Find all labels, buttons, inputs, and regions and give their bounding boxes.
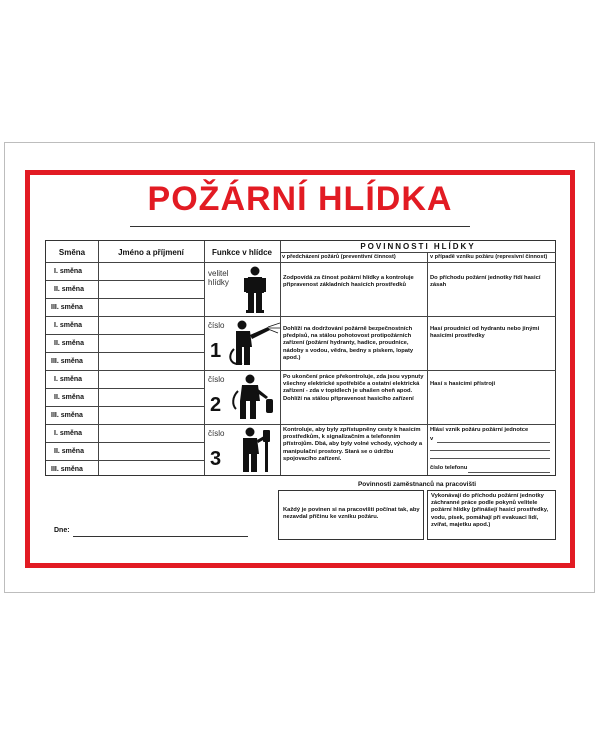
shift-label: II. směna [54, 286, 84, 293]
shift-label: III. směna [51, 358, 83, 365]
shift-label: I. směna [54, 268, 83, 275]
header-shift: Směna [58, 248, 86, 257]
header-repressive: v případě vzniku požáru (represivní činnost) [430, 254, 548, 260]
employee-duty-left: Každý je povinen si na pracovišti počínat tak, aby nezavdal příčinu ke vzniku požáru. [283, 507, 420, 521]
fire-unit-input-line-3[interactable] [430, 458, 550, 459]
header-name: Jméno a příjmení [118, 248, 184, 257]
employee-duty-right-box [427, 490, 556, 540]
shift-label: II. směna [54, 448, 84, 455]
header-duties: POVINNOSTI HLÍDKY [360, 242, 476, 251]
duty-repressive-v: v [430, 436, 434, 442]
function-number: 2 [210, 394, 222, 416]
shift-label: I. směna [54, 376, 83, 383]
fire-unit-input-line[interactable] [437, 442, 550, 443]
page-title: POŽÁRNÍ HLÍDKA [147, 180, 453, 218]
shift-label: II. směna [54, 394, 84, 401]
function-label: číslo [208, 321, 225, 330]
shift-label: III. směna [51, 304, 83, 311]
shift-label: II. směna [54, 340, 84, 347]
employee-duties-heading: Povinnosti zaměstnanců na pracovišti [357, 481, 477, 488]
commander-figure-icon [242, 265, 268, 315]
duty-repressive: Hlásí vznik požáru požární jednotce [430, 427, 529, 433]
duty-repressive: Do příchodu požární jednotky řídí hasicí zásah [430, 275, 541, 289]
duty-repressive-phone: číslo telefonu [430, 465, 468, 471]
function-label-commander: velitel hlídky [208, 269, 229, 287]
duty-repressive: Hasí s hasicími přístroji [430, 381, 496, 387]
duty-table [45, 240, 556, 476]
phone-input-line[interactable] [468, 472, 550, 473]
duty-preventive: Kontroluje, aby byly zpřístupněny cesty k hasicím prostředkům, k signalizačním a telefonním přístrojům. Dbá, aby byly volné vchody, východy a manipulační prostory. Stará se o údržbu spojovacího zařízení. [283, 427, 423, 462]
duty-preventive: Po ukončení práce překontroluje, zda jsou vypnuty všechny elektrické spotřebiče a ostatní elektrická zařízení - zda v topidlech je uhašen oheň apod. Dohlíží na stálou připravenost hasicího zařízení [283, 374, 424, 402]
firefighter-phone-icon [236, 426, 272, 476]
header-function: Funkce v hlídce [211, 248, 273, 257]
duty-repressive: Hasí proudnicí od hydrantu nebo jinými hasicími prostředky [430, 326, 540, 340]
date-input-line[interactable] [73, 536, 248, 537]
shift-label: III. směna [51, 466, 83, 473]
duty-preventive: Zodpovídá za činost požární hlídky a kontroluje připravenost základních hasicích prostředků [283, 275, 414, 289]
function-label: číslo [208, 429, 225, 438]
fire-unit-input-line-2[interactable] [430, 450, 550, 451]
function-number: 1 [210, 340, 222, 362]
shift-label: I. směna [54, 322, 83, 329]
function-label: číslo [208, 375, 225, 384]
title-underline [130, 226, 470, 227]
firefighter-extinguisher-icon [228, 373, 278, 423]
shift-label: I. směna [54, 430, 83, 437]
duty-preventive: Dohlíží na dodržování požárně bezpečnostních předpisů, na stálou pohotovost protipožárních zařízení (požární hydranty, hadice, proudnice, nádoby s vodou, vědra, bedny s pískem, lopaty apod.) [283, 326, 414, 361]
employee-duty-left-box [278, 490, 424, 540]
shift-label: III. směna [51, 412, 83, 419]
function-number: 3 [210, 448, 222, 470]
header-preventive: v předcházení požárů (preventivní činnost) [282, 254, 396, 260]
employee-duty-right: Vykonávají do příchodu požární jednotky záchranné práce podle pokynů velitele požární hlídky (přinášejí hasicí prostředky, vodu, písek, pomáhají při evakuaci lidí, zvířat, majetku apod.) [431, 493, 549, 528]
firefighter-hose-icon [228, 319, 280, 369]
date-label: Dne: [54, 527, 70, 534]
